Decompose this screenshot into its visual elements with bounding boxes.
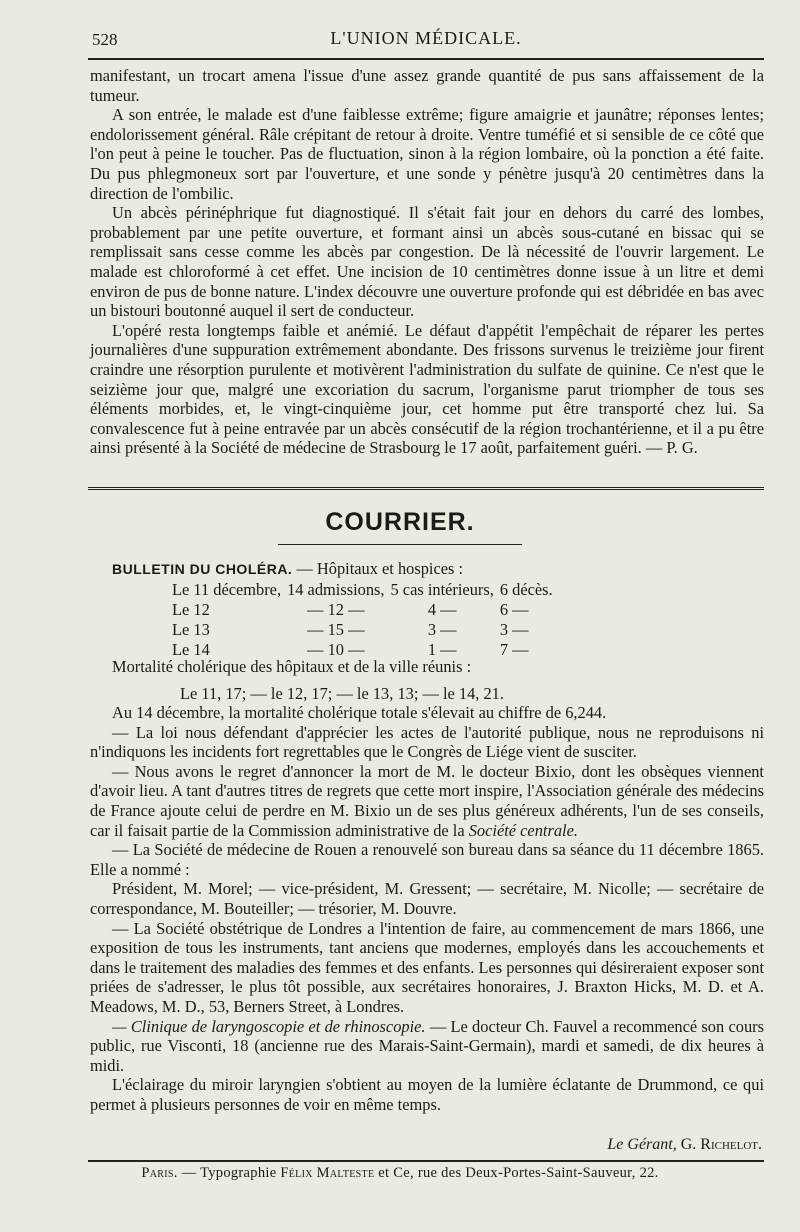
imprint-city: Paris. <box>141 1165 178 1181</box>
cholera-table <box>172 580 559 660</box>
paragraph: Président, M. Morel; — vice-président, M. Gressent; — secrétaire, M. Nicolle; — secrétaire de correspondance, M. Bouteiller; — trésorier, M. Douvre. <box>90 879 764 918</box>
bulletin-subtitle: — Hôpitaux et hospices : <box>296 559 464 578</box>
mortality-values: Le 11, 17; — le 12, 17; — le 13, 13; — le 14, 21. <box>180 684 504 703</box>
deces-cell: 3 — <box>499 620 529 639</box>
paragraph <box>90 762 764 840</box>
imprint-line <box>0 1165 800 1182</box>
date-cell: Le 12 <box>172 600 210 619</box>
paragraph <box>90 1017 764 1076</box>
signature-name: G. Richelot. <box>680 1136 762 1153</box>
deces-cell: 6 — <box>499 600 529 619</box>
imprint-text: — Typographie <box>181 1165 277 1181</box>
running-title: L'UNION MÉDICALE. <box>330 28 522 48</box>
bulletin-heading <box>112 559 463 579</box>
section-separator <box>88 487 764 490</box>
article-continuation <box>90 66 764 458</box>
interieurs-cell: 4 — <box>427 600 457 619</box>
date-cell: Le 13 <box>172 620 210 639</box>
section-title: COURRIER. <box>325 508 475 536</box>
admissions-cell: — 12 — <box>307 600 365 619</box>
paragraph: manifestant, un trocart amena l'issue d'une assez grande quantité de pus sans affaissement de la tumeur. <box>90 66 764 105</box>
imprint-printer: Félix Malteste <box>280 1165 375 1181</box>
date-cell: Le 11 décembre, <box>172 580 282 599</box>
paragraph: L'éclairage du miroir laryngien s'obtient au moyen de la lumière éclatante de Drummond, ce qui permet à plusieurs personnes de voir en même temps. <box>90 1075 764 1114</box>
italic-span: — Clinique de laryngoscopie et de rhinoscopie. <box>112 1016 426 1036</box>
interieurs-cell: 5 cas intérieurs, <box>390 580 494 599</box>
table-row <box>172 580 559 600</box>
paragraph: A son entrée, le malade est d'une faiblesse extrême; figure amaigrie et jaunâtre; réponses lentes; endolorissement général. Râle crépitant de retour à droite. Ventre tuméfié et si sensible de ce côté que l'on peut à peine le toucher. Pas de fluctuation, sinon à la région lombaire, où la ponction a été faite. Du pus phlegmoneux sort par l'ouverture, et une sonde y pénètre jusqu'à 20 centimètres dans la direction de l'ombilic. <box>90 105 764 203</box>
paragraph: — La Société de médecine de Rouen a renouvelé son bureau dans sa séance du 11 décembre 1865. Elle a nommé : <box>90 840 764 879</box>
signature-prefix: Le Gérant, <box>607 1136 677 1153</box>
date-cell: Le 14 <box>172 640 210 659</box>
deces-cell: 6 décès. <box>499 580 553 599</box>
signature <box>90 1136 762 1154</box>
table-row <box>172 620 559 640</box>
mortality-title: Mortalité cholérique des hôpitaux et de la ville réunis : <box>112 657 472 676</box>
deces-cell: 7 — <box>499 640 529 659</box>
paragraph: L'opéré resta longtemps faible et anémié. Le défaut d'appétit l'empêchait de réparer les pertes journalières d'une suppuration extrêmement abondante. Des frissons survenus le treizième jour firent craindre une résorption purulente et motivèrent l'administration du sulfate de quinine. Ce n'est que le seizième jour que, malgré une excoriation du sacrum, l'organisme parut triompher de tous ses éléments morbides, et, le vingt-cinquième jour, cet homme put être transporté chez lui. Sa convalescence fut à peine entravée par un abcès consécutif de la région trochantérienne, et il a pu être ainsi présenté à la Société de médecine de Strasbourg le 17 août, parfaitement guéri. — P. G. <box>90 320 764 458</box>
interieurs-cell: 3 — <box>427 620 457 639</box>
paragraph: Un abcès périnéphrique fut diagnostiqué. Il s'était fait jour en dehors du carré des lombes, probablement par une petite ouverture, et formant ainsi un abcès sous-cutané en bissac qui se remplissait sans cesse comme les abcès par congestion. De là nécessité de l'ouvrir largement. Le malade est chloroformé à cet effet. Une incision de 10 centimètres donne issue à un litre et demi environ de pus de bonne nature. L'index découvre une ouverture profonde qui est débridée en bas avec un bistouri boutonné auquel il sert de conducteur. <box>90 203 764 321</box>
page-number: 528 <box>92 30 118 49</box>
header-rule <box>88 58 764 60</box>
bulletin-label: BULLETIN DU CHOLÉRA. <box>112 561 293 577</box>
news-items <box>90 703 764 1114</box>
footer-rule <box>88 1160 764 1162</box>
paragraph-text: — Le docteur Ch. Fauvel a recommencé son cours public, rue Visconti, 18 (ancienne rue des Marais-Saint-Germain), mardi et samedi, de dix heures à midi. <box>90 1016 764 1075</box>
page-header <box>88 26 764 52</box>
interieurs-cell: 1 — <box>427 640 457 659</box>
table-row <box>172 600 559 620</box>
title-rule <box>278 544 522 545</box>
admissions-cell: — 15 — <box>307 620 365 639</box>
paragraph-text: — Nous avons le regret d'annoncer la mort de M. le docteur Bixio, dont les obsèques viennent d'avoir lieu. A tant d'autres titres de regrets que cette mort inspire, l'Association générale des médecins de France ajoute celui de perdre en M. Bixio un de ses plus généreux adhérents, l'un de ses conseils, car il faisait partie de la Commission administrative de la <box>90 761 764 840</box>
imprint-address: et Ce, rue des Deux-Portes-Saint-Sauveur, 22. <box>378 1165 659 1181</box>
admissions-cell: 14 admissions, <box>287 580 385 599</box>
paragraph: — La Société obstétrique de Londres a l'intention de faire, au commencement de mars 1866, une exposition de tous les instruments, tant anciens que modernes, employés dans les accouchements et dans le traitement des maladies des femmes et des enfants. Les personnes qui désireraient exposer sont priées de s'adresser, le plus tôt possible, aux secrétaires honoraires, J. Braxton Hicks, M. D. et A. Meadows, M. D., 53, Berners Street, à Londres. <box>90 918 764 1016</box>
italic-span: Société centrale. <box>468 820 578 840</box>
admissions-cell: — 10 — <box>307 640 365 659</box>
paragraph: Au 14 décembre, la mortalité cholérique totale s'élevait au chiffre de 6,244. <box>112 703 607 722</box>
paragraph: — La loi nous défendant d'apprécier les actes de l'autorité publique, nous ne reproduisons ni n'indiquons les incidents fort regrettables que le Congrès de Liége vient de susciter. <box>90 722 764 762</box>
